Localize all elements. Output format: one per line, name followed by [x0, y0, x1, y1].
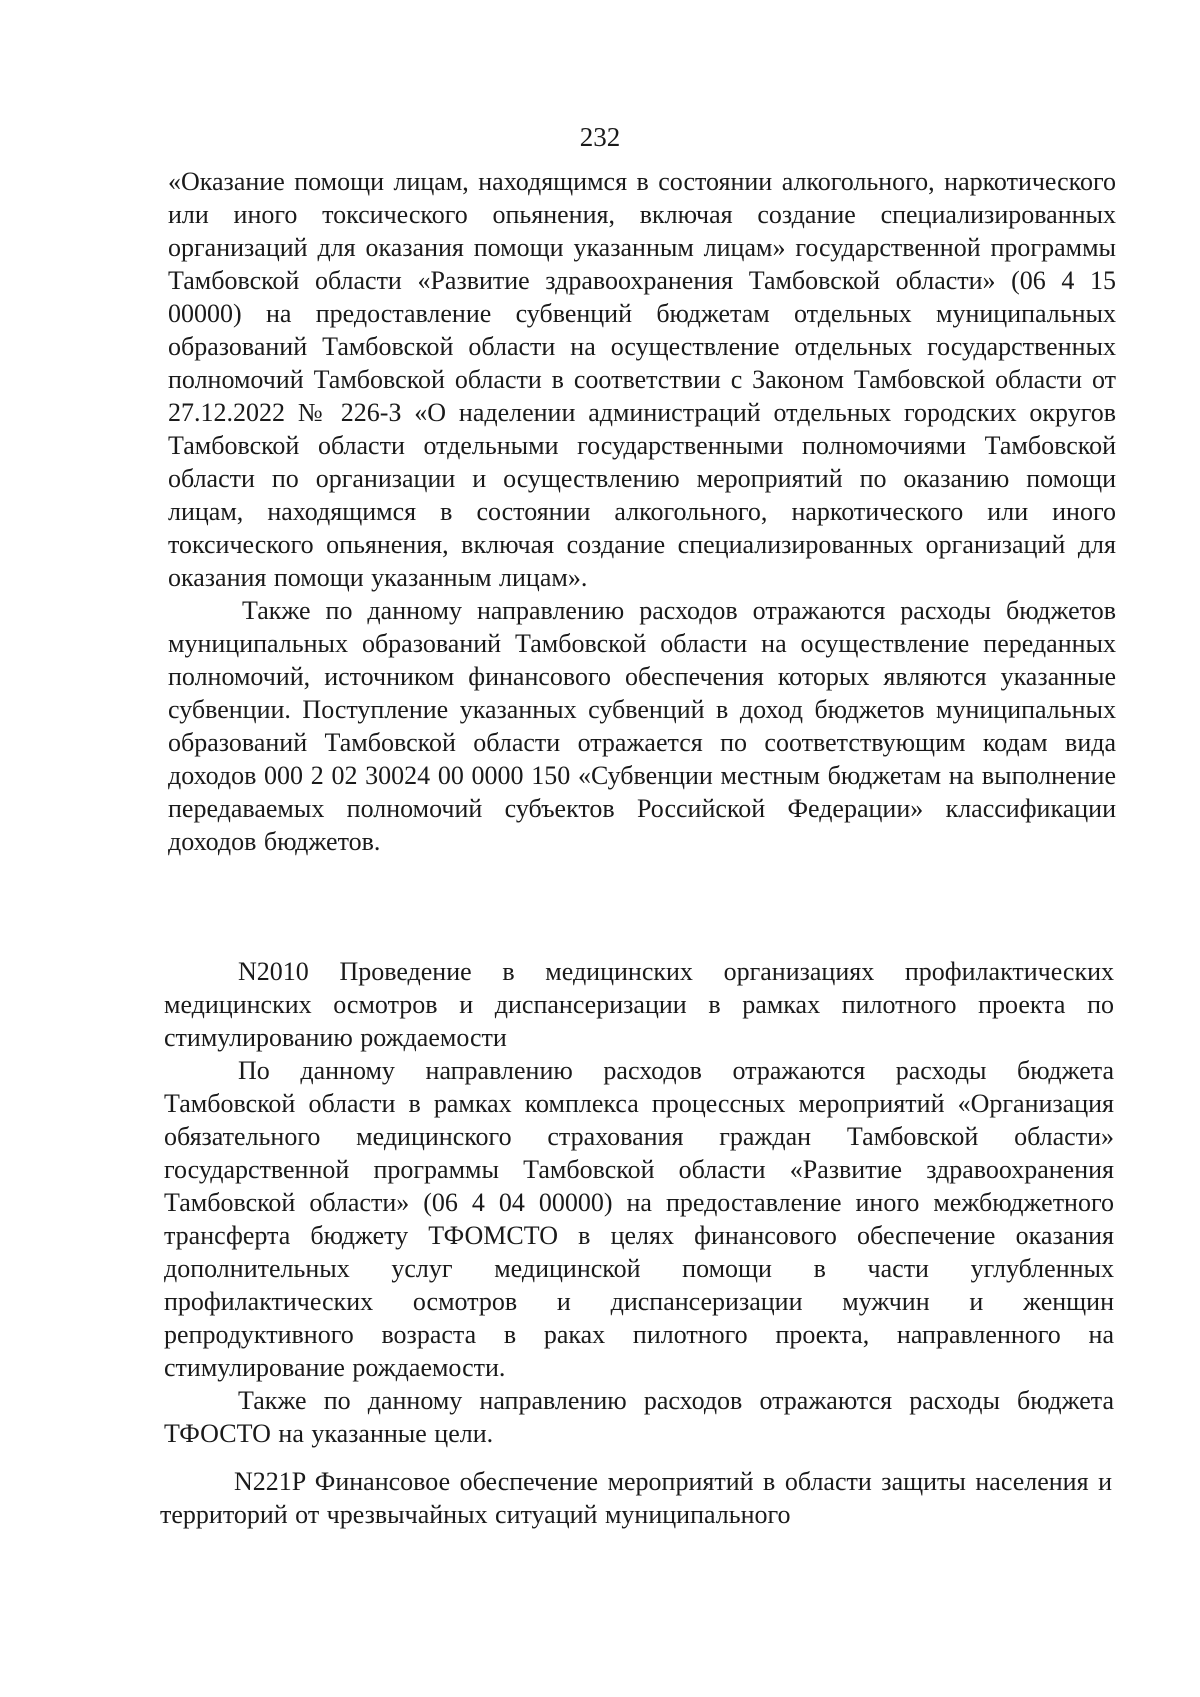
section-n221p — [160, 1465, 1112, 1531]
section-n2010 — [164, 955, 1114, 1450]
section-heading: N2010 Проведение в медицинских организациях профилактических медицинских осмотров и диспансеризации в рамках пилотного проекта по стимулированию рождаемости — [164, 957, 1114, 1052]
paragraph: Также по данному направлению расходов отражаются расходы бюджетов муниципальных образований Тамбовской области на осуществление переданных полномочий, источником финансового обеспечения которых являются указанные субвенции. Поступление указанных субвенций в доход бюджетов муниципальных образований Тамбовской области отражается по соответствующим кодам вида доходов 000 2 02 30024 00 0000 150 «Субвенции местным бюджетам на выполнение передаваемых полномочий субъектов Российской Федерации» классификации доходов бюджетов. — [168, 596, 1116, 856]
section-continuation — [168, 165, 1116, 858]
section-heading: N221P Финансовое обеспечение мероприятий в области защиты населения и территорий от чрезвычайных ситуаций муниципального — [160, 1467, 1112, 1529]
paragraph: Также по данному направлению расходов отражаются расходы бюджета ТФОСТО на указанные цели. — [164, 1386, 1114, 1448]
paragraph: По данному направлению расходов отражаются расходы бюджета Тамбовской области в рамках комплекса процессных мероприятий «Организация обязательного медицинского страхования граждан Тамбовской области» государственной программы Тамбовской области «Развитие здравоохранения Тамбовской области» (06 4 04 00000) на предоставление иного межбюджетного трансферта бюджету ТФОМСТО в целях финансового обеспечение оказания дополнительных услуг медицинской помощи в части углубленных профилактических осмотров и диспансеризации мужчин и женщин репродуктивного возраста в раках пилотного проекта, направленного на стимулирование рождаемости. — [164, 1056, 1114, 1382]
page-number: 232 — [579, 122, 621, 152]
paragraph: «Оказание помощи лицам, находящимся в состоянии алкогольного, наркотического или иного токсического опьянения, включая создание специализированных организаций для оказания помощи указанным лицам» государственной программы Тамбовской области «Развитие здравоохранения Тамбовской области» (06 4 15 00000) на предоставление субвенций бюджетам отдельных муниципальных образований Тамбовской области на осуществление отдельных государственных полномочий Тамбовской области в соответствии с Законом Тамбовской области от 27.12.2022 № 226-З «О наделении администраций отдельных городских округов Тамбовской области отдельными государственными полномочиями Тамбовской области по организации и осуществлению мероприятий по оказанию помощи лицам, находящимся в состоянии алкогольного, наркотического или иного токсического опьянения, включая создание специализированных организаций для оказания помощи указанным лицам». — [168, 167, 1116, 592]
